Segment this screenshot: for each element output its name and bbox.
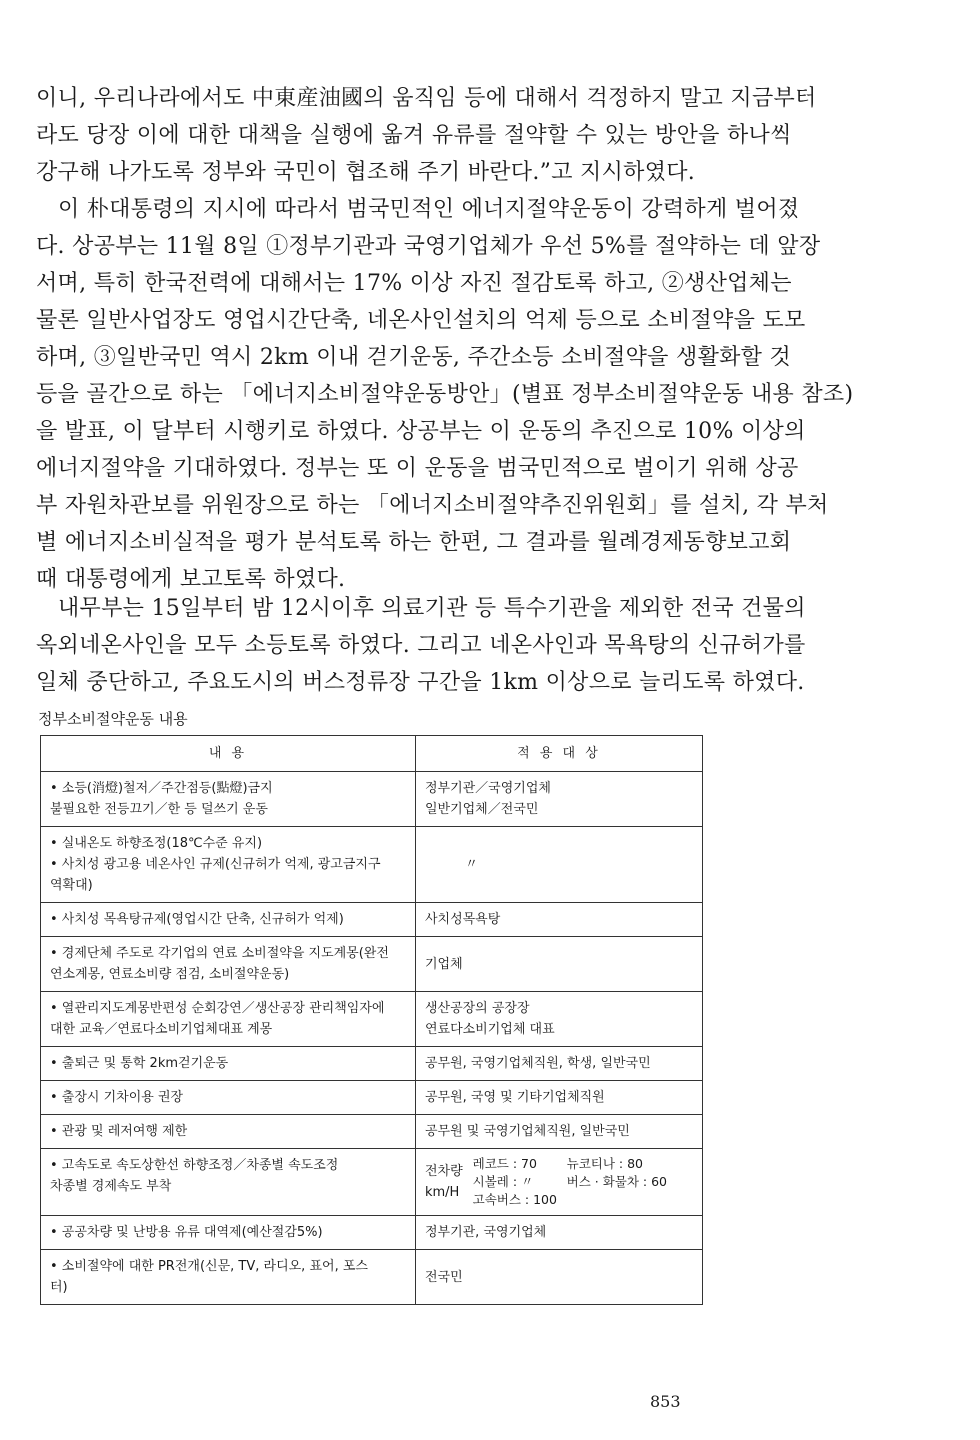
target-line: 공무원, 국영 및 기타기업체직원 <box>424 1090 605 1105</box>
text-line: 때 대통령에게 보고토록 하였다. <box>36 567 346 592</box>
target-cell <box>415 903 702 937</box>
table-row <box>41 1216 703 1250</box>
table-row <box>41 1149 703 1216</box>
table-caption: 정부소비절약운동 내용 <box>38 710 188 728</box>
content-cell <box>41 903 416 937</box>
target-line: 공무원, 국영기업체직원, 학생, 일반국민 <box>424 1056 651 1071</box>
content-cell <box>41 772 416 827</box>
content-line: 차종별 경제속도 부착 <box>50 1179 172 1194</box>
text-line: 물론 일반사업장도 영업시간단축, 네온사인설치의 억제 등으로 소비절약을 도모 <box>36 308 806 333</box>
speed-label-line: 전차량 <box>424 1164 463 1179</box>
content-line: • 고속도로 속도상한선 하향조정／차종별 속도조정 <box>50 1158 339 1173</box>
target-cell <box>415 1115 702 1149</box>
table-row <box>41 772 703 827</box>
paragraph-1 <box>36 80 936 191</box>
content-line: • 열관리지도계몽반편성 순회강연／생산공장 관리책임자에 <box>50 1001 385 1016</box>
target-cell <box>415 992 702 1047</box>
text-line: 일체 중단하고, 주요도시의 버스정류장 구간을 1km 이상으로 늘리도록 하였다. <box>36 670 805 695</box>
measures-table <box>40 735 703 1305</box>
content-cell <box>41 1149 416 1216</box>
target-line: 〃 <box>464 857 478 872</box>
text-line: 부 자원차관보를 위원장으로 하는 「에너지소비절약추진위원회」를 설치, 각 부처 <box>36 493 829 518</box>
page-number: 853 <box>650 1392 681 1411</box>
table-row <box>41 1081 703 1115</box>
content-cell <box>41 827 416 903</box>
content-line: • 공공차량 및 난방용 유류 대역제(예산절감5%) <box>50 1225 323 1240</box>
table-row <box>41 937 703 992</box>
speed-item: 버스 · 화물차 : 60 <box>566 1174 667 1189</box>
content-cell <box>41 1047 416 1081</box>
text-line: 을 발표, 이 달부터 시행키로 하였다. 상공부는 이 운동의 추진으로 10% 이상의 <box>36 419 806 444</box>
text-line: 다. 상공부는 11월 8일 ①정부기관과 국영기업체가 우선 5%를 절약하는 데 앞장 <box>36 234 821 259</box>
target-line: 정부기관, 국영기업체 <box>424 1225 547 1240</box>
content-line: • 사치성 광고용 네온사인 규제(신규허가 억제, 광고금지구 <box>50 857 381 872</box>
target-line: 사치성목욕탕 <box>424 912 501 927</box>
table-row <box>41 827 703 903</box>
paragraph-2 <box>36 191 936 598</box>
target-line: 공무원 및 국영기업체직원, 일반국민 <box>424 1124 630 1139</box>
content-line: • 소비절약에 대한 PR전개(신문, TV, 라디오, 표어, 포스 <box>50 1259 368 1274</box>
target-line: 정부기관／국영기업체 <box>424 781 551 796</box>
target-line: 일반기업체／전국민 <box>424 802 539 817</box>
text-line: 강구해 나가도록 정부와 국민이 협조해 주기 바란다.”고 지시하였다. <box>36 160 696 185</box>
text-line: 이니, 우리나라에서도 中東産油國의 움직임 등에 대해서 걱정하지 말고 지금부터 <box>36 86 817 111</box>
content-line: • 소등(消燈)철저／주간점등(點燈)금지 <box>50 781 273 796</box>
target-line: 전국민 <box>424 1269 463 1285</box>
content-line: • 관광 및 레저여행 제한 <box>50 1124 188 1139</box>
content-line: 대한 교육／연료다소비기업체대표 계몽 <box>50 1022 273 1037</box>
content-cell <box>41 992 416 1047</box>
target-line: 생산공장의 공장장 <box>424 1001 530 1016</box>
table-row <box>41 1250 703 1305</box>
content-cell <box>41 1216 416 1250</box>
speed-limits <box>425 1155 694 1209</box>
target-line: 연료다소비기업체 대표 <box>424 1022 555 1037</box>
target-line: 기업체 <box>424 956 463 972</box>
speed-label-line: km/H <box>424 1185 460 1200</box>
target-cell <box>415 772 702 827</box>
text-line: 옥외네온사인을 모두 소등토록 하였다. 그리고 네온사인과 목욕탕의 신규허가를 <box>36 633 806 658</box>
content-line: • 실내온도 하향조정(18℃수준 유지) <box>50 836 263 851</box>
target-cell <box>415 937 702 992</box>
content-line: 역확대) <box>50 878 93 893</box>
content-cell <box>41 937 416 992</box>
paragraph-3 <box>36 590 936 701</box>
content-line: • 출장시 기차이용 권장 <box>50 1090 184 1105</box>
target-cell <box>415 1250 702 1305</box>
header-target: 적 용 대 상 <box>415 736 702 772</box>
speed-item: 레코드 : 70 <box>472 1156 537 1171</box>
table-row <box>41 1115 703 1149</box>
header-content: 내 용 <box>41 736 416 772</box>
content-line: 연소계몽, 연료소비량 점검, 소비절약운동) <box>50 967 290 982</box>
content-line: 불필요한 전등끄기／한 등 덜쓰기 운동 <box>50 802 268 817</box>
target-cell <box>415 1081 702 1115</box>
speed-item: 고속버스 : 100 <box>472 1192 557 1207</box>
speed-values <box>473 1155 677 1209</box>
speed-item: 시볼레 : 〃 <box>472 1174 534 1189</box>
content-cell <box>41 1081 416 1115</box>
table-row <box>41 1047 703 1081</box>
target-cell <box>415 1216 702 1250</box>
content-cell <box>41 1250 416 1305</box>
content-line: • 경제단체 주도로 각기업의 연료 소비절약을 지도계몽(완전 <box>50 946 389 961</box>
content-line: • 출퇴근 및 통학 2km걷기운동 <box>50 1056 229 1071</box>
table-row <box>41 903 703 937</box>
speed-label <box>425 1161 463 1203</box>
text-line: 별 에너지소비실적을 평가 분석토록 하는 한편, 그 결과를 월례경제동향보고회 <box>36 530 792 555</box>
text-line: 등을 골간으로 하는 「에너지소비절약운동방안」(별표 정부소비절약운동 내용 참조) <box>36 382 854 407</box>
target-cell <box>415 1047 702 1081</box>
content-line: 터) <box>50 1280 68 1295</box>
content-line: • 사치성 목욕탕규제(영업시간 단축, 신규허가 억제) <box>50 912 344 927</box>
target-cell <box>415 827 702 903</box>
target-cell <box>415 1149 702 1216</box>
content-cell <box>41 1115 416 1149</box>
text-line: 내무부는 15일부터 밤 12시이후 의료기관 등 특수기관을 제외한 전국 건물의 <box>58 596 806 621</box>
table-row <box>41 992 703 1047</box>
text-line: 서며, 특히 한국전력에 대해서는 17% 이상 자진 절감토록 하고, ②생산업체는 <box>36 271 792 296</box>
text-line: 에너지절약을 기대하였다. 정부는 또 이 운동을 범국민적으로 벌이기 위해 상공 <box>36 456 799 481</box>
text-line: 하며, ③일반국민 역시 2km 이내 걷기운동, 주간소등 소비절약을 생활화할 것 <box>36 345 792 370</box>
speed-item: 뉴코티나 : 80 <box>566 1156 644 1171</box>
text-line: 이 朴대통령의 지시에 따라서 범국민적인 에너지절약운동이 강력하게 벌어졌 <box>58 197 800 222</box>
text-line: 라도 당장 이에 대한 대책을 실행에 옮겨 유류를 절약할 수 있는 방안을 하나씩 <box>36 123 792 148</box>
table-header-row <box>41 736 703 772</box>
